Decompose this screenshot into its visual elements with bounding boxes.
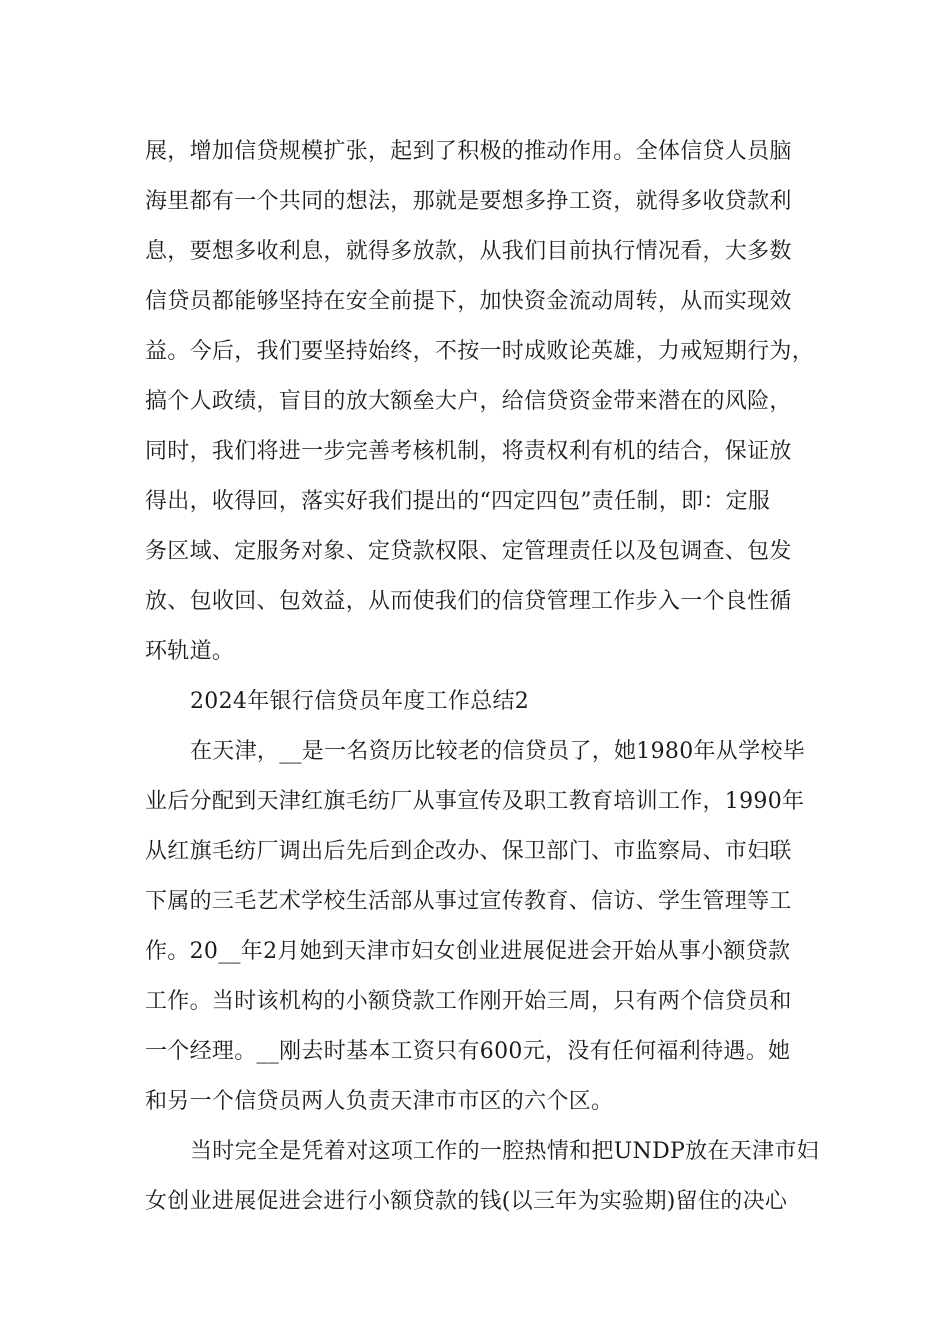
text-line: 息，要想多收利息，就得多放款，从我们目前执行情况看，大多数 xyxy=(145,239,792,264)
text-line: 从红旗毛纺厂调出后先后到企改办、保卫部门、市监察局、市妇联 xyxy=(145,839,792,864)
text-line: 得出，收得回，落实好我们提出的“四定四包”责任制，即：定服 xyxy=(145,489,771,514)
text-line: 益。今后，我们要坚持始终，不按一时成败论英雄，力戒短期行为， xyxy=(145,339,815,364)
text-line: 在天津，__是一名资历比较老的信贷员了，她1980年从学校毕 xyxy=(190,739,805,764)
text-line: 搞个人政绩，盲目的放大额垒大户，给信贷资金带来潜在的风险， xyxy=(145,389,792,414)
text-line: 一个经理。__刚去时基本工资只有600元，没有任何福利待遇。她 xyxy=(145,1039,791,1064)
text-line: 工作。当时该机构的小额贷款工作刚开始三周，只有两个信贷员和 xyxy=(145,989,792,1014)
text-line: 环轨道。 xyxy=(145,639,235,664)
text-line: 展，增加信贷规模扩张，起到了积极的推动作用。全体信贷人员脑 xyxy=(145,139,792,164)
text-line: 业后分配到天津红旗毛纺厂从事宣传及职工教育培训工作，1990年 xyxy=(145,789,805,814)
text-line: 同时，我们将进一步完善考核机制，将责权利有机的结合，保证放 xyxy=(145,439,792,464)
text-line: 当时完全是凭着对这项工作的一腔热情和把UNDP放在天津市妇 xyxy=(190,1139,819,1164)
text-line: 信贷员都能够坚持在安全前提下，加快资金流动周转，从而实现效 xyxy=(145,289,792,314)
text-line: 下属的三毛艺术学校生活部从事过宣传教育、信访、学生管理等工 xyxy=(145,889,792,914)
text-line: 务区域、定服务对象、定贷款权限、定管理责任以及包调查、包发 xyxy=(145,539,792,564)
text-line: 和另一个信贷员两人负责天津市市区的六个区。 xyxy=(145,1089,614,1114)
text-line: 女创业进展促进会进行小额贷款的钱(以三年为实验期)留住的决心 xyxy=(145,1189,788,1214)
section-heading: 2024年银行信贷员年度工作总结2 xyxy=(190,689,530,714)
text-line: 作。20__年2月她到天津市妇女创业进展促进会开始从事小额贷款 xyxy=(145,939,791,964)
text-line: 放、包收回、包效益，从而使我们的信贷管理工作步入一个良性循 xyxy=(145,589,792,614)
text-line: 海里都有一个共同的想法，那就是要想多挣工资，就得多收贷款利 xyxy=(145,189,792,214)
